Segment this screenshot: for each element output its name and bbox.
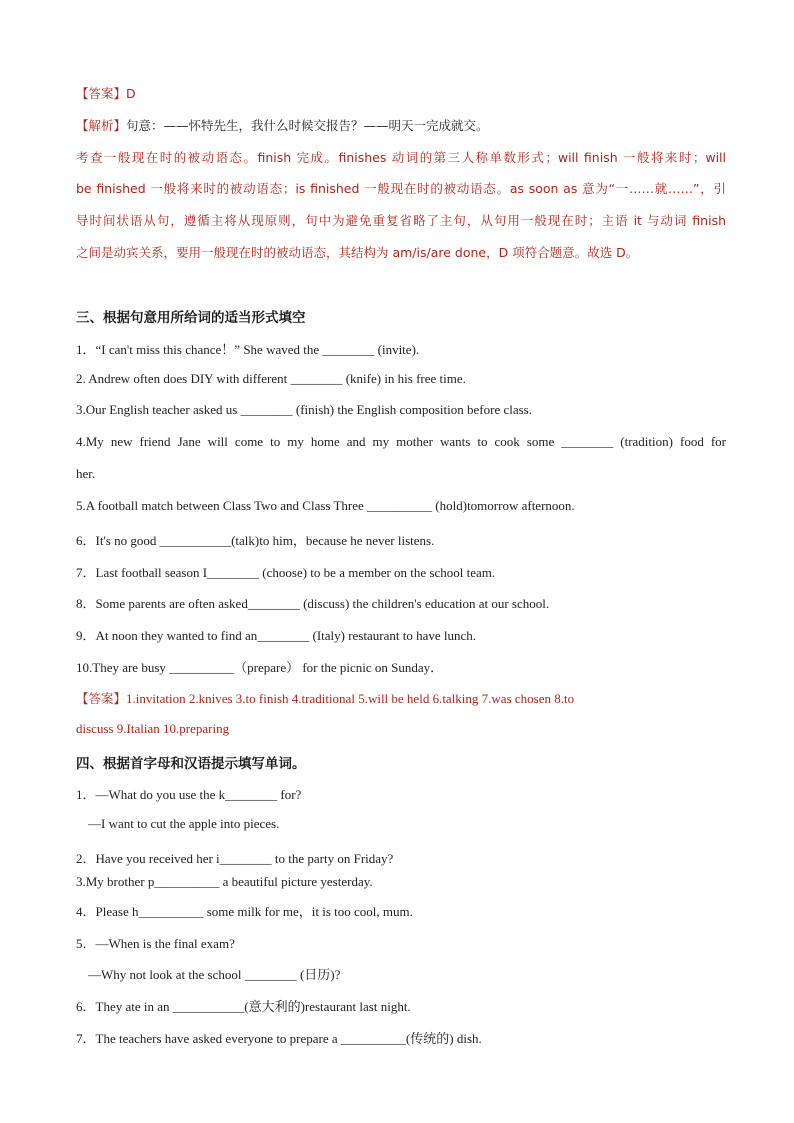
s3-question-1: 1．“I can't miss this chance！” She waved the ________ (invite). <box>76 342 420 357</box>
analysis-line-2: 考查一般现在时的被动语态。finish 完成。finishes 动词的第三人称单数形式；will finish 一般将来时；will <box>76 150 726 165</box>
s3-question-4: 4.My new friend Jane will come to my home and my mother wants to cook some ________ (tradition) food for <box>76 434 726 449</box>
s3-answer-tag: 【答案】 <box>76 691 127 706</box>
analysis-line-1 <box>76 116 726 134</box>
s3-question-2: 2. Andrew often does DIY with different ________ (knife) in his free time. <box>76 371 466 386</box>
s4-question-2: 2．Have you received her i________ to the party on Friday? <box>76 851 394 866</box>
analysis-tag: 【解析】 <box>76 118 127 133</box>
s3-question-6: 6．It's no good ___________(talk)to him，because he never listens. <box>76 533 435 548</box>
s4-question-6: 6．They ate in an ___________(意大利的)restaurant last night. <box>76 999 411 1014</box>
analysis-line-3: be finished 一般将来时的被动语态；is finished 一般现在时的被动语态。as soon as 意为“一……就……”，引 <box>76 181 726 196</box>
section4-heading: 四、根据首字母和汉语提示填写单词。 <box>76 756 306 772</box>
s4-question-3: 3.My brother p__________ a beautiful picture yesterday. <box>76 874 373 889</box>
analysis-text: 句意：——怀特先生，我什么时候交报告？——明天一完成就交。 <box>126 118 489 133</box>
answer-line <box>76 84 726 102</box>
analysis-line-5: 之间是动宾关系，要用一般现在时的被动语态，其结构为 am/is/are done，D 项符合题意。故选 D。 <box>76 245 639 260</box>
s3-answer-values: 1.invitation 2.knives 3.to finish 4.traditional 5.will be held 6.talking 7.was chosen 8.to <box>126 691 575 706</box>
s4-question-5-reply: —Why not look at the school ________ (日历)? <box>88 967 341 982</box>
s3-question-3: 3.Our English teacher asked us ________ (finish) the English composition before class. <box>76 402 532 417</box>
s3-question-9: 9．At noon they wanted to find an________ (Italy) restaurant to have lunch. <box>76 628 477 643</box>
answer-tag: 【答案】 <box>76 86 127 101</box>
s4-question-7: 7．The teachers have asked everyone to prepare a __________(传统的) dish. <box>76 1031 482 1046</box>
s3-question-7: 7．Last football season I________ (choose) to be a member on the school team. <box>76 565 496 580</box>
analysis-line-4: 导时间状语从句，遵循主将从现原则，句中为避免重复省略了主句，从句用一般现在时；主语 it 与动词 finish <box>76 213 726 228</box>
s3-answer-line-2: discuss 9.Italian 10.preparing <box>76 721 230 736</box>
s3-question-4-cont: her. <box>76 466 96 481</box>
section3-heading: 三、根据句意用所给词的适当形式填空 <box>76 310 306 326</box>
answer-value: D <box>126 86 136 101</box>
s3-question-8: 8．Some parents are often asked________ (discuss) the children's education at our school. <box>76 596 550 611</box>
s4-question-1: 1．—What do you use the k________ for? <box>76 787 302 802</box>
s3-question-5: 5.A football match between Class Two and Class Three __________ (hold)tomorrow afternoon. <box>76 498 575 513</box>
s3-question-10: 10.They are busy __________（prepare） for the picnic on Sunday． <box>76 660 444 675</box>
s4-question-4: 4．Please h__________ some milk for me，it is too cool, mum. <box>76 904 413 919</box>
s3-answer-line-1 <box>76 689 726 707</box>
s4-question-1-reply: —I want to cut the apple into pieces. <box>88 816 280 831</box>
s4-question-5: 5．—When is the final exam? <box>76 936 235 951</box>
